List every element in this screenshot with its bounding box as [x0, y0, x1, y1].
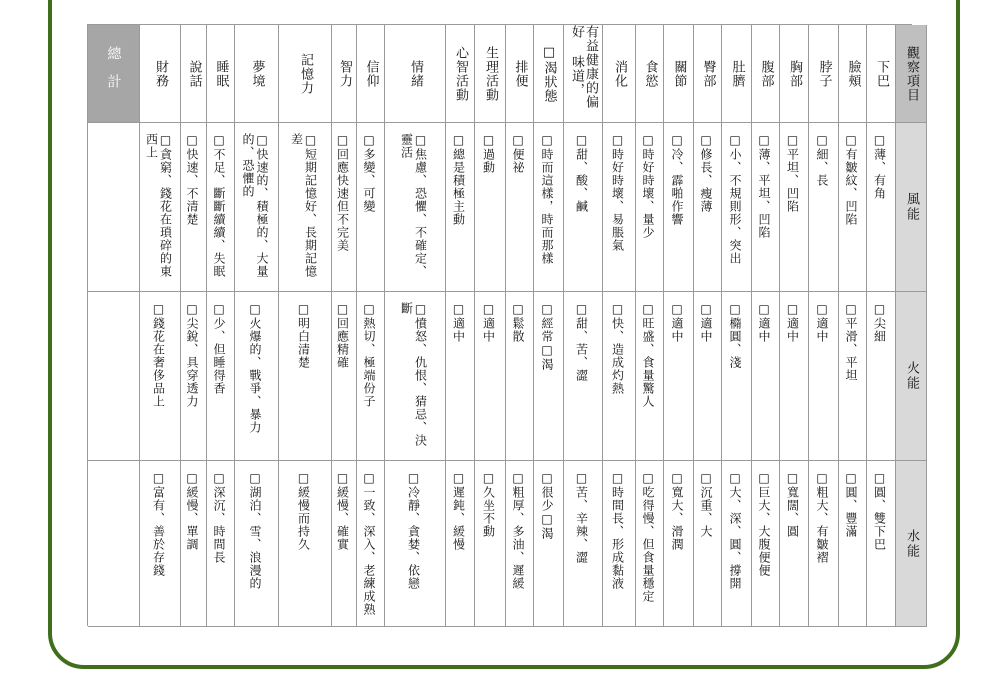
table-cell-text: □火爆的、戰爭、暴力 [248, 302, 262, 434]
table-cell [181, 461, 207, 627]
table-cell-text: □富有、善於存錢 [151, 471, 166, 577]
table-cell [534, 461, 564, 627]
table-cell-text: □冷靜、貪婪、依戀 [406, 471, 421, 590]
table-cell-text: □修長、瘦薄 [699, 133, 713, 213]
table-cell [664, 292, 694, 461]
table-cell-text: □大、深、圓、撐開 [728, 471, 742, 590]
header-cell [357, 25, 385, 123]
table-cell [867, 292, 896, 461]
table-cell [475, 461, 506, 627]
header-cell [181, 25, 207, 123]
row-label [896, 461, 927, 627]
row-label [896, 292, 927, 461]
header-cell [867, 25, 896, 123]
table-cell [332, 292, 357, 461]
table-cell-text: □薄、有角 [872, 133, 887, 200]
table-cell-text: □沉重、大 [699, 471, 713, 538]
header-cell [88, 25, 140, 123]
table-cell-text: □時間長、形成黏液 [610, 471, 625, 590]
table-cell-text: □甜、苦、澀 [574, 302, 589, 382]
table-cell [332, 461, 357, 627]
table-cell [603, 461, 636, 627]
table-cell-text: □苦、辛辣、澀 [574, 471, 589, 564]
table-cell [636, 123, 664, 292]
table-cell [506, 461, 534, 627]
table-cell [752, 461, 780, 627]
table-cell-text: □適中 [699, 302, 713, 343]
table-cell-text: □憤怒、仇恨、猜忌、決斷 [399, 302, 428, 447]
header-cell-text: 肚臍 [729, 59, 745, 88]
table-cell-text: □吃得慢、但食量穩定 [641, 471, 655, 603]
header-cell [839, 25, 867, 123]
header-cell [603, 25, 636, 123]
header-cell [534, 25, 564, 123]
table-cell [564, 461, 603, 627]
table-cell [664, 123, 694, 292]
observation-table [87, 24, 919, 626]
table-cell [603, 123, 636, 292]
table-cell-text: □一致、深入、老練成熟 [362, 471, 376, 616]
table-cell-text: □薄、平坦、凹陷 [757, 133, 771, 239]
table-cell-text: □適中 [757, 302, 771, 343]
table-cell-text: □小、不規則形、突出 [728, 133, 742, 265]
header-cell [235, 25, 279, 123]
table-cell-text: □湖泊、雪、浪漫的 [248, 471, 262, 590]
header-cell-text: 心智活動 [453, 45, 468, 102]
table-cell [752, 292, 780, 461]
table-cell [446, 292, 475, 461]
table-cell-text: □寬闊、圓 [785, 471, 800, 538]
table-cell [534, 123, 564, 292]
table-cell [722, 123, 752, 292]
header-cell [636, 25, 664, 123]
table-cell [357, 461, 385, 627]
header-cell [140, 25, 181, 123]
table-cell-text: □鬆散 [511, 302, 525, 343]
table-cell-text: □緩慢而持久 [296, 471, 311, 551]
table-cell-text: □便祕 [511, 133, 525, 174]
header-cell-text: 智力 [337, 59, 352, 88]
table-cell-text: □粗大、有皺褶 [815, 471, 829, 564]
table-cell [235, 292, 279, 461]
table-cell [446, 461, 475, 627]
table-cell-text: □時好時壞、量少 [641, 133, 655, 239]
table-cell-text: □多變、可變 [362, 133, 376, 213]
table-cell-text: □明白清楚 [296, 302, 311, 369]
table-cell [385, 461, 446, 627]
header-cell-text: 信仰 [363, 59, 379, 88]
header-cell-text: 臉頰 [845, 59, 861, 88]
table-cell [534, 292, 564, 461]
header-cell [385, 25, 446, 123]
header-cell-text: 食慾 [642, 59, 658, 88]
table-cell-text: □旺盛、食量驚人 [641, 302, 655, 408]
header-cell [809, 25, 839, 123]
header-cell-text: 睡眠 [213, 59, 229, 88]
table-cell [780, 292, 809, 461]
table-cell-text: □焦慮、恐懼、不確定、靈活 [399, 133, 428, 278]
table-cell [636, 292, 664, 461]
table-cell [722, 461, 752, 627]
table-cell [88, 292, 140, 461]
table-cell-text: □過動 [481, 133, 496, 174]
table-cell-text: □平坦、凹陷 [785, 133, 800, 213]
table-cell-text: □甜、酸、鹹 [574, 133, 589, 213]
header-cell-text: 有益健康的偏好 味道， [569, 25, 598, 109]
table-cell [279, 461, 332, 627]
table-cell-text: □圓、豐滿 [844, 471, 858, 538]
header-cell-text: 記憶力 [298, 52, 313, 95]
header-cell-text: □渴狀態 [541, 44, 557, 103]
table-cell [88, 461, 140, 627]
table-cell [809, 123, 839, 292]
header-cell [664, 25, 694, 123]
header-cell-text: 下巴 [874, 59, 889, 88]
table-cell-text: □短期記憶好、長期記憶差 [289, 133, 318, 278]
table-cell [564, 292, 603, 461]
table-cell [809, 461, 839, 627]
header-cell [506, 25, 534, 123]
table-cell [506, 123, 534, 292]
table-cell [446, 123, 475, 292]
header-cell [564, 25, 603, 123]
table-cell [385, 123, 446, 292]
header-cell [446, 25, 475, 123]
header-cell-text: 說話 [186, 59, 202, 88]
table-cell-text: □適中 [481, 302, 496, 343]
table-cell-text: □經常□渴 [540, 302, 554, 371]
table-cell [235, 461, 279, 627]
table-cell [506, 292, 534, 461]
table-cell [207, 123, 235, 292]
table-cell [181, 123, 207, 292]
table-cell [140, 292, 181, 461]
table-cell [475, 123, 506, 292]
table-cell [279, 292, 332, 461]
table-cell [140, 123, 181, 292]
header-cell-text: 臀部 [700, 59, 716, 88]
table-cell [207, 292, 235, 461]
table-cell [279, 123, 332, 292]
table-cell [88, 123, 140, 292]
table-cell [357, 292, 385, 461]
table-cell [636, 461, 664, 627]
table-cell-text: □不足、斷斷續續、失眠 [212, 133, 226, 278]
table-cell-text: □回應精確 [335, 302, 350, 369]
table-cell [839, 123, 867, 292]
table-cell [694, 292, 722, 461]
row-label-text: 水能 [904, 528, 919, 559]
table-cell [780, 123, 809, 292]
header-cell [279, 25, 332, 123]
table-cell [332, 123, 357, 292]
header-cell [207, 25, 235, 123]
header-cell [475, 25, 506, 123]
table-cell-text: □總是積極主動 [451, 133, 466, 226]
table-cell [140, 461, 181, 627]
table-cell-text: □緩慢、單調 [185, 471, 199, 551]
table-cell-text: □遲鈍、緩慢 [451, 471, 466, 551]
table-cell-text: □熱切、極端份子 [362, 302, 376, 408]
table-cell [385, 292, 446, 461]
table-cell [475, 292, 506, 461]
table-cell-text: □時好時壞、易脹氣 [610, 133, 625, 252]
header-cell-text: 情緒 [408, 59, 423, 88]
table-cell [722, 292, 752, 461]
header-cell-text: 關節 [671, 59, 687, 88]
table-cell-text: □尖銳、具穿透力 [185, 302, 199, 408]
table-cell-text: □平滑、平坦 [844, 302, 858, 382]
header-cell-text: 消化 [612, 59, 627, 88]
header-cell-text: 腹部 [758, 59, 774, 88]
header-cell-text: 夢境 [249, 59, 265, 88]
header-cell [332, 25, 357, 123]
table-cell [694, 123, 722, 292]
table-cell-text: □深沉、時間長 [212, 471, 226, 564]
row-label-text: 風能 [904, 192, 919, 222]
table-cell [694, 461, 722, 627]
header-cell [896, 25, 927, 123]
table-cell-text: □圓、雙下巴 [872, 471, 887, 551]
header-cell-text: 脖子 [816, 59, 832, 88]
header-cell [752, 25, 780, 123]
table-cell [839, 461, 867, 627]
header-cell-text: 生理活動 [483, 45, 498, 102]
table-cell-text: □時而這樣，時而那樣 [540, 133, 554, 265]
header-cell [780, 25, 809, 123]
table-cell-text: □快速的、積極的、大量的、恐懼的 [241, 133, 269, 278]
table-cell-text: □冷、霹啪作響 [670, 133, 684, 226]
table-cell [664, 461, 694, 627]
header-cell-text: 財務 [153, 59, 168, 88]
table-cell-text: □緩慢、確實 [335, 471, 350, 551]
table-cell-text: □寬大、滑潤 [670, 471, 684, 551]
table-cell-text: □巨大、大腹便便 [757, 471, 771, 577]
table-cell-text: □適中 [451, 302, 466, 343]
table-cell-text: □細、長 [815, 133, 829, 187]
table-cell [780, 461, 809, 627]
table-cell [603, 292, 636, 461]
row-label [896, 123, 927, 292]
table-cell-text: □快速、不清楚 [185, 133, 199, 226]
table-cell [564, 123, 603, 292]
table-cell [867, 461, 896, 627]
table-cell-text: □尖細 [872, 302, 887, 343]
observation-table-wrapper [87, 24, 919, 626]
header-cell-text: 排便 [512, 59, 528, 88]
header-cell [722, 25, 752, 123]
table-cell-text: □快、造成灼熱 [610, 302, 625, 395]
table-cell-text: □粗厚、多油、遲緩 [511, 471, 525, 590]
table-cell-text: □回應快速但不完美 [335, 133, 350, 252]
table-cell-text: □適中 [815, 302, 829, 343]
table-cell-text: □適中 [670, 302, 684, 343]
table-cell [357, 123, 385, 292]
table-cell [867, 123, 896, 292]
table-cell [839, 292, 867, 461]
table-cell [809, 292, 839, 461]
header-cell-text: 觀察項目 [904, 45, 919, 102]
header-cell [694, 25, 722, 123]
table-cell-text: □橢圓、淺 [728, 302, 742, 369]
row-label-text: 火能 [904, 361, 919, 391]
table-cell-text: □有皺紋、凹陷 [844, 133, 858, 226]
header-cell-text: 胸部 [787, 59, 802, 88]
table-cell [181, 292, 207, 461]
table-cell [207, 461, 235, 627]
table-cell [752, 123, 780, 292]
table-cell-text: □很少□渴 [540, 471, 554, 540]
table-cell-text: □少、但睡得香 [212, 302, 226, 395]
table-cell-text: □適中 [785, 302, 800, 343]
table-cell-text: □久坐不動 [481, 471, 496, 538]
table-cell-text: □錢花在奢侈品上 [151, 302, 166, 408]
table-cell-text: □貪窮、錢花在瑣碎的東西上 [144, 133, 173, 278]
header-cell-text: 總計 [105, 45, 122, 102]
table-cell [235, 123, 279, 292]
